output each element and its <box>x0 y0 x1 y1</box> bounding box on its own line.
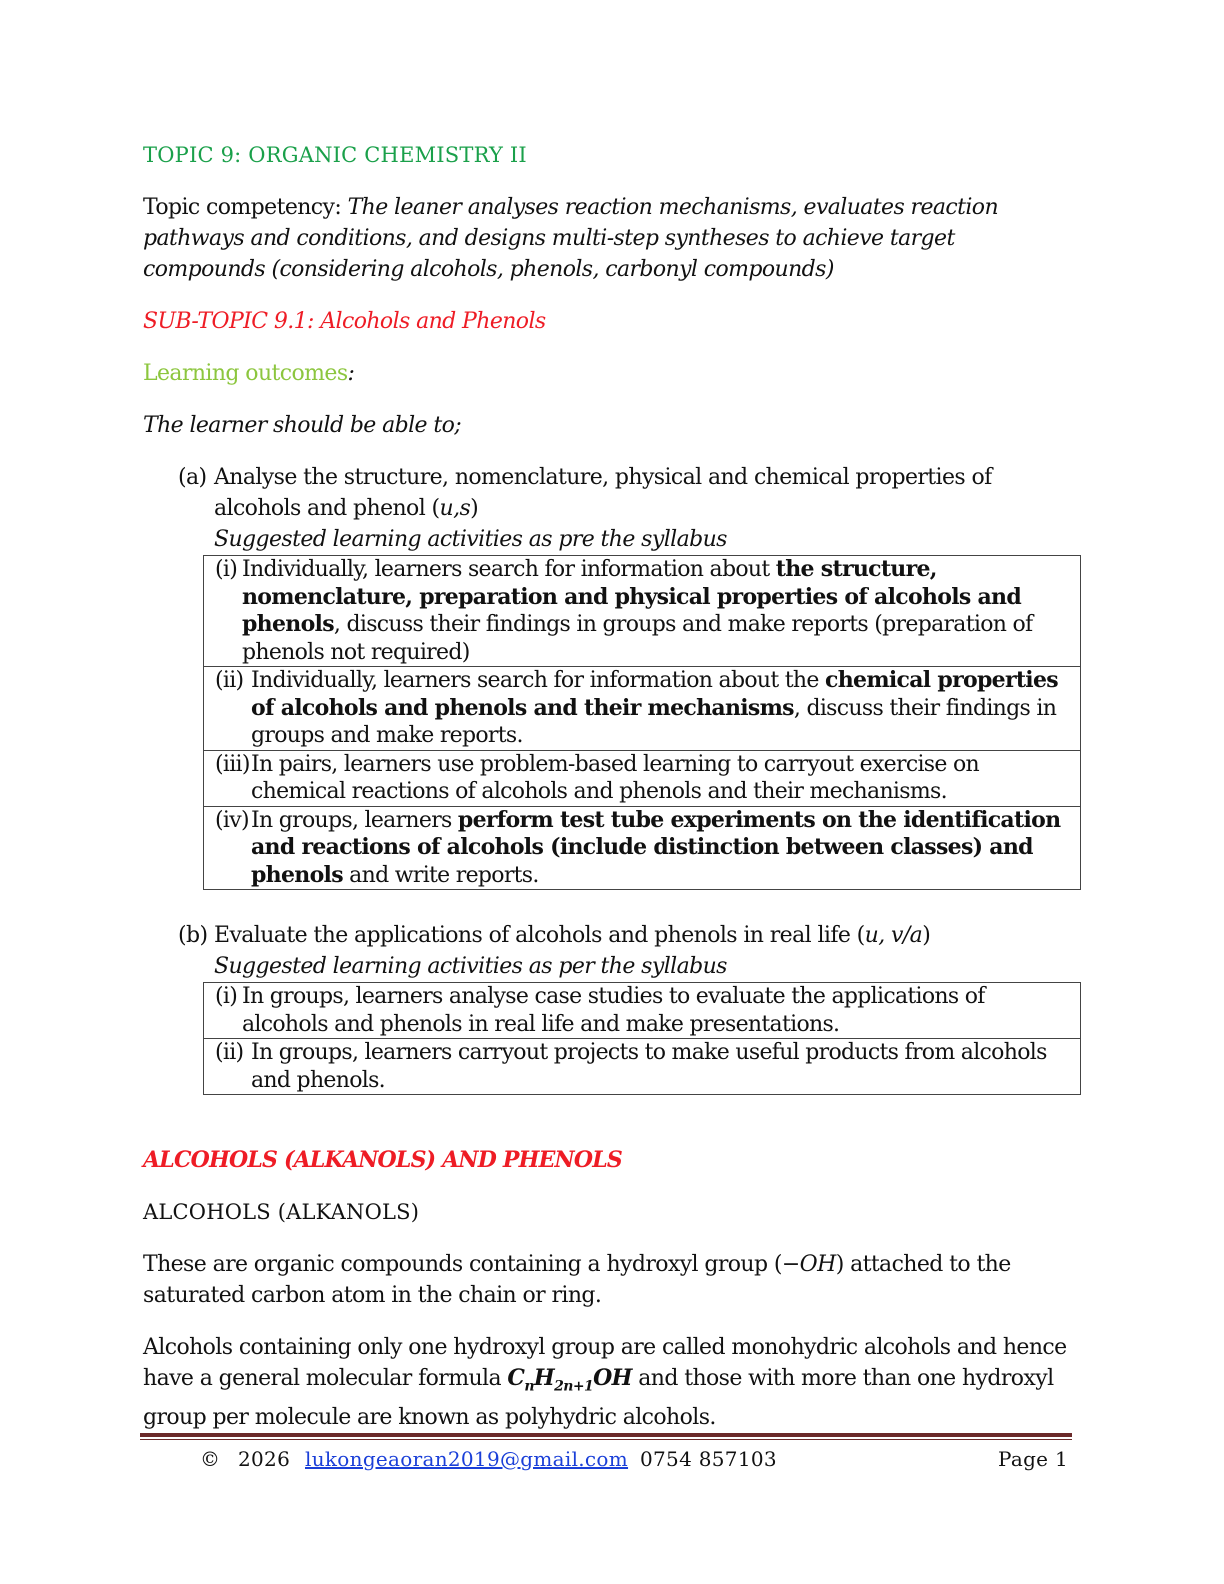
competency-text: The leaner analyses reaction mechanisms, evaluates reaction pathways and conditions, and designs multi-step syntheses to achieve target compounds (considering alcohols, phenols, carbonyl compounds) <box>143 195 999 282</box>
footer-year: 2026 <box>238 1447 291 1471</box>
outcome-code: u, v/a <box>864 923 923 948</box>
outcome-text-part: ) <box>470 496 479 521</box>
suggested-activities-label: Suggested learning activities as pre the syllabus <box>214 527 727 552</box>
footer-rule-thin <box>140 1439 1072 1440</box>
activity-text-part: Individually, learners search for information about the <box>251 668 826 693</box>
table-row <box>204 556 1081 667</box>
activity-text <box>251 751 1070 806</box>
outcome-text-part: Analyse the structure, nomenclature, physical and chemical properties of alcohols and phenol ( <box>214 465 992 521</box>
paragraph-text: ) attached to the saturated carbon atom in the chain or ring. <box>143 1252 1011 1308</box>
activity-number: (i) <box>215 984 238 1009</box>
footer-phone: 0754 857103 <box>640 1447 777 1471</box>
activity-text-part: In groups, learners <box>251 807 458 833</box>
activity-bold-text: the structure, nomenclature, preparation and physical properties of alcohols and phenols <box>242 556 1022 637</box>
formula-part: H <box>533 1365 555 1391</box>
activities-table-a <box>203 555 1081 890</box>
copyright-symbol: © <box>200 1447 221 1471</box>
formula-subscript: n <box>524 1378 534 1395</box>
activity-text: In groups, learners analyse case studies to evaluate the applications of alcohols and phenols in real life and make presentations. <box>242 984 985 1037</box>
topic-title: TOPIC 9: ORGANIC CHEMISTRY II <box>143 143 527 167</box>
footer-rule <box>140 1433 1072 1437</box>
learning-outcomes-colon: : <box>347 361 355 386</box>
activity-bold-text: chemical properties of alcohols and phenols and their mechanisms <box>251 667 1058 721</box>
table-cell <box>204 983 1081 1039</box>
activity-number: (iv) <box>215 807 249 833</box>
document-page <box>143 140 1081 1433</box>
outcome-label: (b) <box>178 923 208 948</box>
footer-email-link[interactable] <box>305 1444 628 1474</box>
outcome-code: u,s <box>439 496 471 521</box>
email-link[interactable]: lukongeaoran2019@gmail.com <box>305 1447 629 1471</box>
table-row <box>204 1039 1081 1095</box>
outcome-text-part: Evaluate the applications of alcohols and phenols in real life ( <box>214 923 865 948</box>
outcome-a <box>178 462 1081 555</box>
learner-intro: The learner should be able to; <box>143 413 462 438</box>
table-row <box>204 667 1081 751</box>
table-cell <box>204 806 1081 890</box>
activity-text <box>251 807 1070 890</box>
activity-text-part: , discuss their findings in groups and make reports. <box>251 695 1057 748</box>
paragraph-text: Alcohols containing only one hydroxyl group are called monohydric alcohols and hence have a general molecular formula <box>143 1335 1067 1391</box>
hydroxyl-formula: −OH <box>781 1252 836 1277</box>
table-row <box>204 983 1081 1039</box>
activities-table-b <box>203 982 1081 1095</box>
section-heading: ALCOHOLS (ALKANOLS) AND PHENOLS <box>143 1147 622 1173</box>
paragraph-text: These are organic compounds containing a hydroxyl group ( <box>143 1252 782 1277</box>
table-cell <box>204 1039 1081 1095</box>
competency-label: Topic competency: <box>143 195 348 220</box>
suggested-activities-label: Suggested learning activities as per the syllabus <box>214 954 727 979</box>
activity-text-part: Individually, learners search for information about <box>242 557 776 582</box>
outcome-text-part: ) <box>922 923 931 948</box>
outcome-text <box>214 920 1081 951</box>
activity-text: In groups, learners carryout projects to make useful products from alcohols and phenols. <box>251 1040 1047 1093</box>
activity-text-part: In pairs, learners use problem-based learning to carryout exercise on chemical reactions of alcohols and phenols and their mechanisms. <box>251 751 979 804</box>
general-formula <box>507 1365 632 1395</box>
activity-number: (ii) <box>215 1040 244 1065</box>
formula-subscript: 2n+1 <box>554 1378 594 1395</box>
activity-number: (ii) <box>215 668 244 693</box>
topic-competency <box>143 192 1081 285</box>
formula-part: C <box>507 1365 525 1391</box>
subtopic-title: SUB-TOPIC 9.1: Alcohols and Phenols <box>143 309 546 334</box>
table-row <box>204 806 1081 890</box>
outcome-label: (a) <box>178 465 207 490</box>
page-number: Page 1 <box>997 1447 1068 1471</box>
learning-outcomes-label: Learning outcomes <box>143 361 348 386</box>
page-footer <box>200 1444 1070 1474</box>
activity-bold-text: perform test tube experiments on the identification and reactions of alcohols (include distinction between classes) and phenols <box>251 806 1061 888</box>
table-cell <box>204 556 1081 667</box>
outcome-b <box>178 920 1081 982</box>
activity-text <box>251 667 1070 750</box>
table-cell <box>204 667 1081 751</box>
formula-part: OH <box>593 1365 632 1391</box>
activity-number: (i) <box>215 557 238 582</box>
activity-number: (iii) <box>215 751 250 777</box>
monohydric-paragraph <box>143 1332 1081 1433</box>
sub-heading: ALCOHOLS (ALKANOLS) <box>143 1200 420 1224</box>
definition-paragraph <box>143 1249 1081 1311</box>
activity-text-part: , discuss their findings in groups and make reports (preparation of phenols not required) <box>242 612 1033 665</box>
table-cell <box>204 750 1081 806</box>
paragraph-text: and those with more than one hydroxyl group per molecule are known as polyhydric alcohols. <box>143 1366 1054 1431</box>
activity-text <box>242 556 1070 666</box>
activity-text-part: and write reports. <box>342 862 539 888</box>
learning-outcomes-heading <box>143 358 1081 389</box>
table-row <box>204 750 1081 806</box>
outcome-text <box>214 462 1081 524</box>
